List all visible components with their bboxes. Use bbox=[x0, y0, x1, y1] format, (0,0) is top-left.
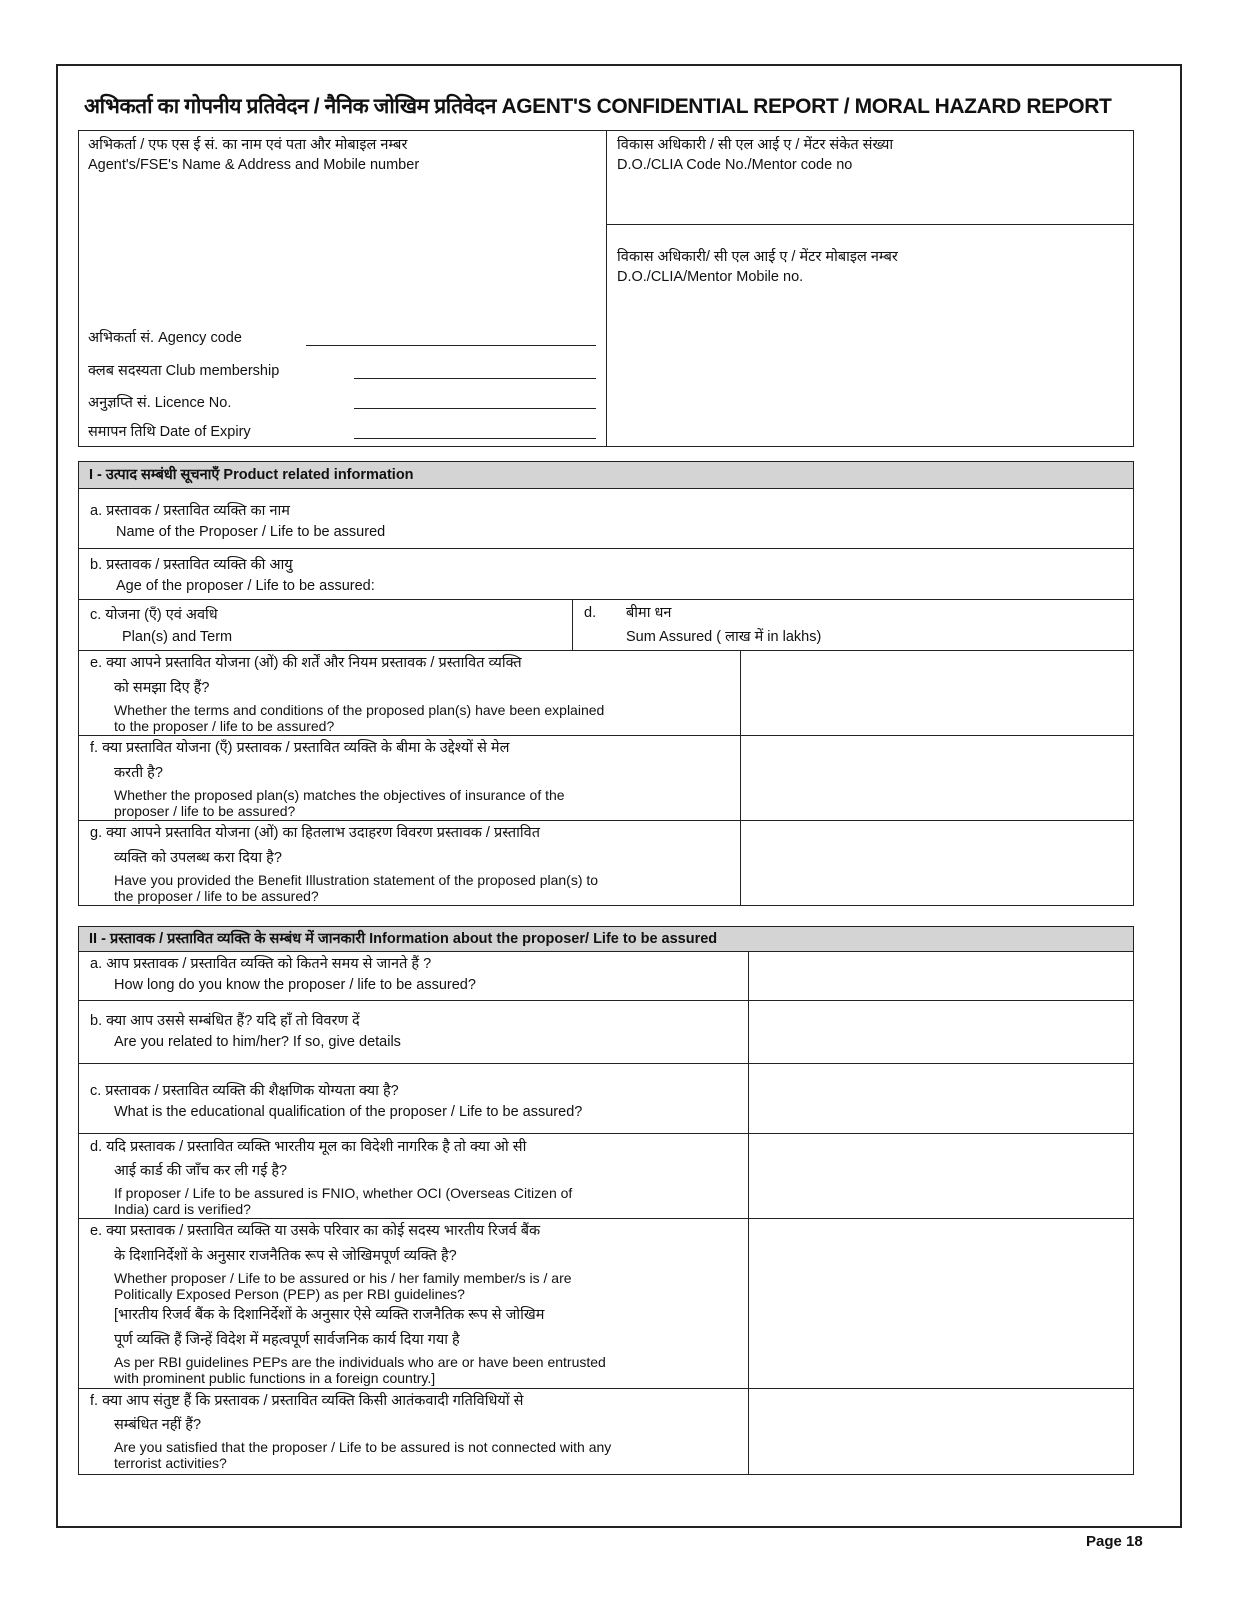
do-code-label-hi: विकास अधिकारी / सी एल आई ए / मेंटर संकेत संख्या bbox=[617, 137, 894, 153]
s1-g-hi-1: g. क्या आपने प्रस्तावित योजना (ओं) का हितलाभ उदाहरण विवरण प्रस्तावक / प्रस्तावित bbox=[90, 825, 540, 841]
s1-f-answer[interactable] bbox=[742, 736, 1132, 820]
s1-f-hi-2: करती है? bbox=[114, 765, 163, 781]
s2-d-hi-1: d. यदि प्रस्तावक / प्रस्तावित व्यक्ति भारतीय मूल का विदेशी नागरिक है तो क्या ओ सी bbox=[90, 1139, 527, 1155]
section-2-heading: II - प्रस्तावक / प्रस्तावित व्यक्ति के सम्बंध में जानकारी Information about the proposer/ Life to be assured bbox=[78, 926, 1134, 952]
s1-g-en-2: the proposer / life to be assured? bbox=[114, 888, 319, 904]
s2-f-hi-2: सम्बंधित नहीं हैं? bbox=[114, 1417, 202, 1433]
club-membership-field[interactable] bbox=[354, 378, 596, 379]
licence-no-label: अनुज्ञप्ति सं. Licence No. bbox=[88, 395, 232, 411]
section-1-heading: I - उत्पाद सम्बंधी सूचनाएँ Product related information bbox=[78, 461, 1134, 489]
s2-d-en-1: If proposer / Life to be assured is FNIO, whether OCI (Overseas Citizen of bbox=[114, 1185, 573, 1201]
s1-b-en: Age of the proposer / Life to be assured: bbox=[116, 578, 375, 594]
s2-c-hi: c. प्रस्तावक / प्रस्तावित व्यक्ति की शैक्षणिक योग्यता क्या है? bbox=[90, 1083, 399, 1099]
s1-f-en-2: proposer / life to be assured? bbox=[114, 803, 296, 819]
s2-d-en-2: India) card is verified? bbox=[114, 1201, 251, 1217]
s1-f-en-1: Whether the proposed plan(s) matches the objectives of insurance of the bbox=[114, 787, 565, 803]
s2-a-answer[interactable] bbox=[750, 952, 1132, 1000]
s1-e-answer[interactable] bbox=[742, 651, 1132, 735]
date-of-expiry-field[interactable] bbox=[354, 438, 596, 439]
s1-g-answer[interactable] bbox=[742, 821, 1132, 906]
s1-a-hi: a. प्रस्तावक / प्रस्तावित व्यक्ति का नाम bbox=[90, 503, 290, 519]
date-of-expiry-label: समापन तिथि Date of Expiry bbox=[88, 424, 251, 440]
s1-e-hi-1: e. क्या आपने प्रस्तावित योजना (ओं) की शर्तें और नियम प्रस्तावक / प्रस्तावित व्यक्ति bbox=[90, 655, 522, 671]
s1-e-en-2: to the proposer / life to be assured? bbox=[114, 718, 335, 734]
s2-c-en: What is the educational qualification of the proposer / Life to be assured? bbox=[114, 1104, 583, 1120]
s1-e-hi-2: को समझा दिए हैं? bbox=[114, 680, 210, 696]
s2-f-en-1: Are you satisfied that the proposer / Life to be assured is not connected with any bbox=[114, 1439, 612, 1455]
s2-e-hi-3: [भारतीय रिजर्व बैंक के दिशानिर्देशों के अनुसार ऐसे व्यक्ति राजनैतिक रूप से जोखिम bbox=[114, 1307, 545, 1323]
s2-e-en-1: Whether proposer / Life to be assured or his / her family member/s is / are bbox=[114, 1270, 572, 1286]
licence-no-field[interactable] bbox=[354, 408, 596, 409]
s1-b-hi: b. प्रस्तावक / प्रस्तावित व्यक्ति की आयु bbox=[90, 557, 293, 573]
s2-e-en-3: As per RBI guidelines PEPs are the individuals who are or have been entrusted bbox=[114, 1354, 606, 1370]
agency-code-label: अभिकर्ता सं. Agency code bbox=[88, 330, 242, 346]
s1-d-hi: बीमा धन bbox=[626, 605, 672, 621]
page-number: Page 18 bbox=[1086, 1533, 1143, 1550]
s2-f-answer[interactable] bbox=[750, 1389, 1132, 1474]
s2-c-answer[interactable] bbox=[750, 1064, 1132, 1133]
s2-b-answer[interactable] bbox=[750, 1001, 1132, 1063]
do-mobile-label-en: D.O./CLIA/Mentor Mobile no. bbox=[617, 269, 804, 285]
s1-g-en-1: Have you provided the Benefit Illustration statement of the proposed plan(s) to bbox=[114, 872, 599, 888]
club-membership-label: क्लब सदस्यता Club membership bbox=[88, 363, 280, 379]
s1-f-hi-1: f. क्या प्रस्तावित योजना (एँ) प्रस्तावक / प्रस्तावित व्यक्ति के बीमा के उद्देश्यों से मेल bbox=[90, 740, 510, 756]
agent-name-label-hi: अभिकर्ता / एफ एस ई सं. का नाम एवं पता और मोबाइल नम्बर bbox=[88, 137, 408, 153]
s2-a-en: How long do you know the proposer / life to be assured? bbox=[114, 977, 476, 993]
do-mobile-label-hi: विकास अधिकारी/ सी एल आई ए / मेंटर मोबाइल नम्बर bbox=[617, 249, 898, 265]
s1-g-hi-2: व्यक्ति को उपलब्ध करा दिया है? bbox=[114, 850, 282, 866]
s1-d-label: d. bbox=[584, 605, 597, 621]
s2-e-hi-4: पूर्ण व्यक्ति हैं जिन्हें विदेश में महत्वपूर्ण सार्वजनिक कार्य दिया गया है bbox=[114, 1332, 460, 1348]
s2-d-hi-2: आई कार्ड की जाँच कर ली गई है? bbox=[114, 1163, 288, 1179]
s2-e-hi-2: के दिशानिर्देशों के अनुसार राजनैतिक रूप से जोखिमपूर्ण व्यक्ति है? bbox=[114, 1248, 457, 1264]
s2-f-en-2: terrorist activities? bbox=[114, 1455, 227, 1471]
s2-b-hi: b. क्या आप उससे सम्बंधित हैं? यदि हाँ तो विवरण दें bbox=[90, 1013, 360, 1029]
s2-f-hi-1: f. क्या आप संतुष्ट हैं कि प्रस्तावक / प्रस्तावित व्यक्ति किसी आतंकवादी गतिविधियों से bbox=[90, 1393, 524, 1409]
s1-c-en: Plan(s) and Term bbox=[122, 629, 233, 645]
s2-e-answer[interactable] bbox=[750, 1219, 1132, 1388]
page-title: अभिकर्ता का गोपनीय प्रतिवेदन / नैनिक जोखिम प्रतिवेदन AGENT'S CONFIDENTIAL REPORT / MORAL HAZARD REPORT bbox=[84, 95, 1112, 118]
do-code-label-en: D.O./CLIA Code No./Mentor code no bbox=[617, 157, 853, 173]
s1-e-en-1: Whether the terms and conditions of the proposed plan(s) have been explained bbox=[114, 702, 605, 718]
s1-d-en: Sum Assured ( लाख में in lakhs) bbox=[626, 629, 822, 645]
s2-e-hi-1: e. क्या प्रस्तावक / प्रस्तावित व्यक्ति या उसके परिवार का कोई सदस्य भारतीय रिजर्व बैंक bbox=[90, 1223, 541, 1239]
s2-e-en-4: with prominent public functions in a foreign country.] bbox=[114, 1370, 436, 1386]
s2-a-hi: a. आप प्रस्तावक / प्रस्तावित व्यक्ति को कितने समय से जानते हैं ? bbox=[90, 956, 432, 972]
s2-e-en-2: Politically Exposed Person (PEP) as per RBI guidelines? bbox=[114, 1286, 465, 1302]
s1-a-en: Name of the Proposer / Life to be assured bbox=[116, 524, 386, 540]
s1-c-hi: c. योजना (एँ) एवं अवधि bbox=[90, 607, 218, 623]
s2-d-answer[interactable] bbox=[750, 1134, 1132, 1218]
agent-name-label-en: Agent's/FSE's Name & Address and Mobile number bbox=[88, 157, 420, 173]
s2-b-en: Are you related to him/her? If so, give details bbox=[114, 1034, 401, 1050]
agency-code-field[interactable] bbox=[306, 345, 596, 346]
